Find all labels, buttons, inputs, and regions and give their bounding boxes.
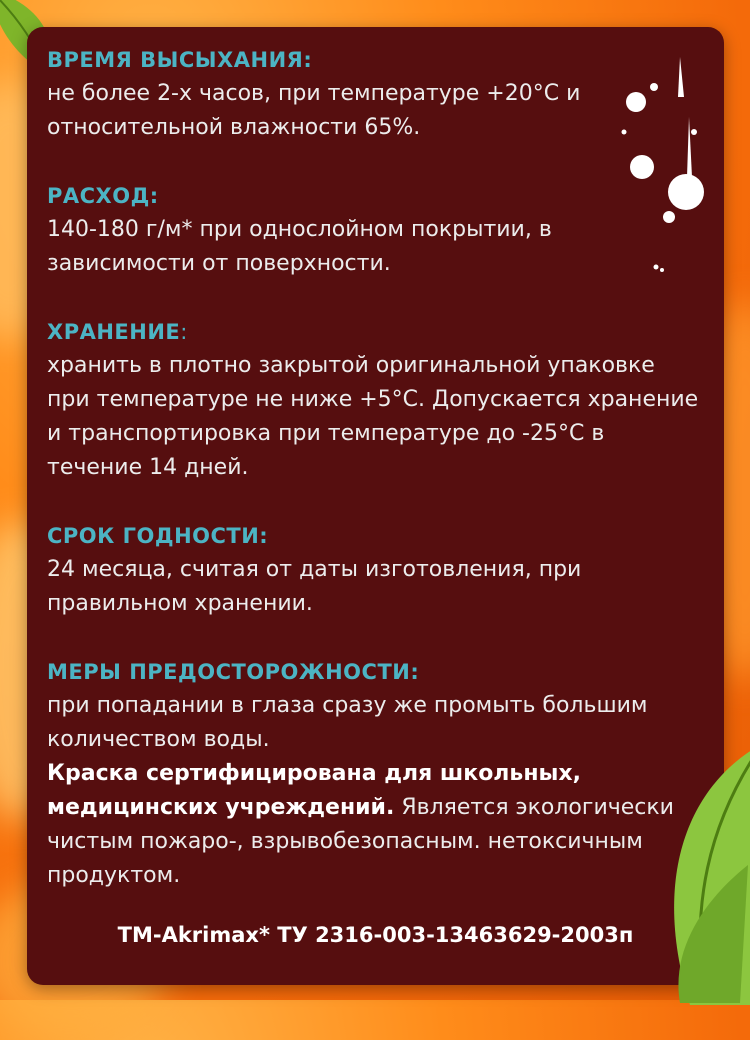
section-line: хранить в плотно закрытой оригинальной упаковке: [47, 353, 655, 378]
section-storage: [47, 315, 717, 485]
section-heading: СРОК ГОДНОСТИ:: [47, 524, 269, 548]
section-heading-colon: :: [180, 320, 188, 344]
section-line: продуктом.: [47, 863, 181, 888]
section-heading: [47, 315, 717, 349]
section-line: зависимости от поверхности.: [47, 251, 391, 276]
section-line: при температуре не ниже +5°C. Допускается хранение: [47, 387, 699, 412]
section-line: и транспортировка при температуре до -25°C в: [47, 421, 605, 446]
certification-line: Краска сертифицирована для школьных,: [47, 761, 581, 786]
section-line: правильном хранении.: [47, 591, 313, 616]
section-line: при попадании в глаза сразу же промыть большим: [47, 693, 648, 718]
section-heading: МЕРЫ ПРЕДОСТОРОЖНОСТИ:: [47, 660, 420, 684]
section-line: 24 месяца, считая от даты изготовления, при: [47, 557, 582, 582]
info-card: [27, 27, 724, 985]
content: [47, 43, 717, 927]
section-heading: ВРЕМЯ ВЫСЫХАНИЯ:: [47, 48, 313, 72]
certification-line-mixed: [47, 791, 717, 825]
leaf-icon: [630, 745, 750, 1005]
section-drying-time: [47, 43, 717, 145]
section-shelf-life: [47, 519, 717, 621]
section-line: Является экологически: [401, 795, 674, 820]
section-line: чистым пожаро-, взрывобезопасным. нетоксичным: [47, 829, 643, 854]
section-heading-text: ХРАНЕНИЕ: [47, 320, 181, 344]
section-line: не более 2-х часов, при температуре +20°C и: [47, 81, 581, 106]
section-line: 140-180 г/м* при однослойном покрытии, в: [47, 217, 552, 242]
certification-bold-text: медицинских учреждений.: [47, 795, 395, 820]
section-consumption: [47, 179, 717, 281]
section-line: количеством воды.: [47, 727, 270, 752]
footer-trademark: ТМ-Akrimax* ТУ 2316-003-13463629-2003п: [117, 923, 634, 947]
section-line: относительной влажности 65%.: [47, 115, 421, 140]
section-precautions: [47, 655, 717, 893]
section-heading: РАСХОД:: [47, 184, 159, 208]
section-line: течение 14 дней.: [47, 455, 249, 480]
